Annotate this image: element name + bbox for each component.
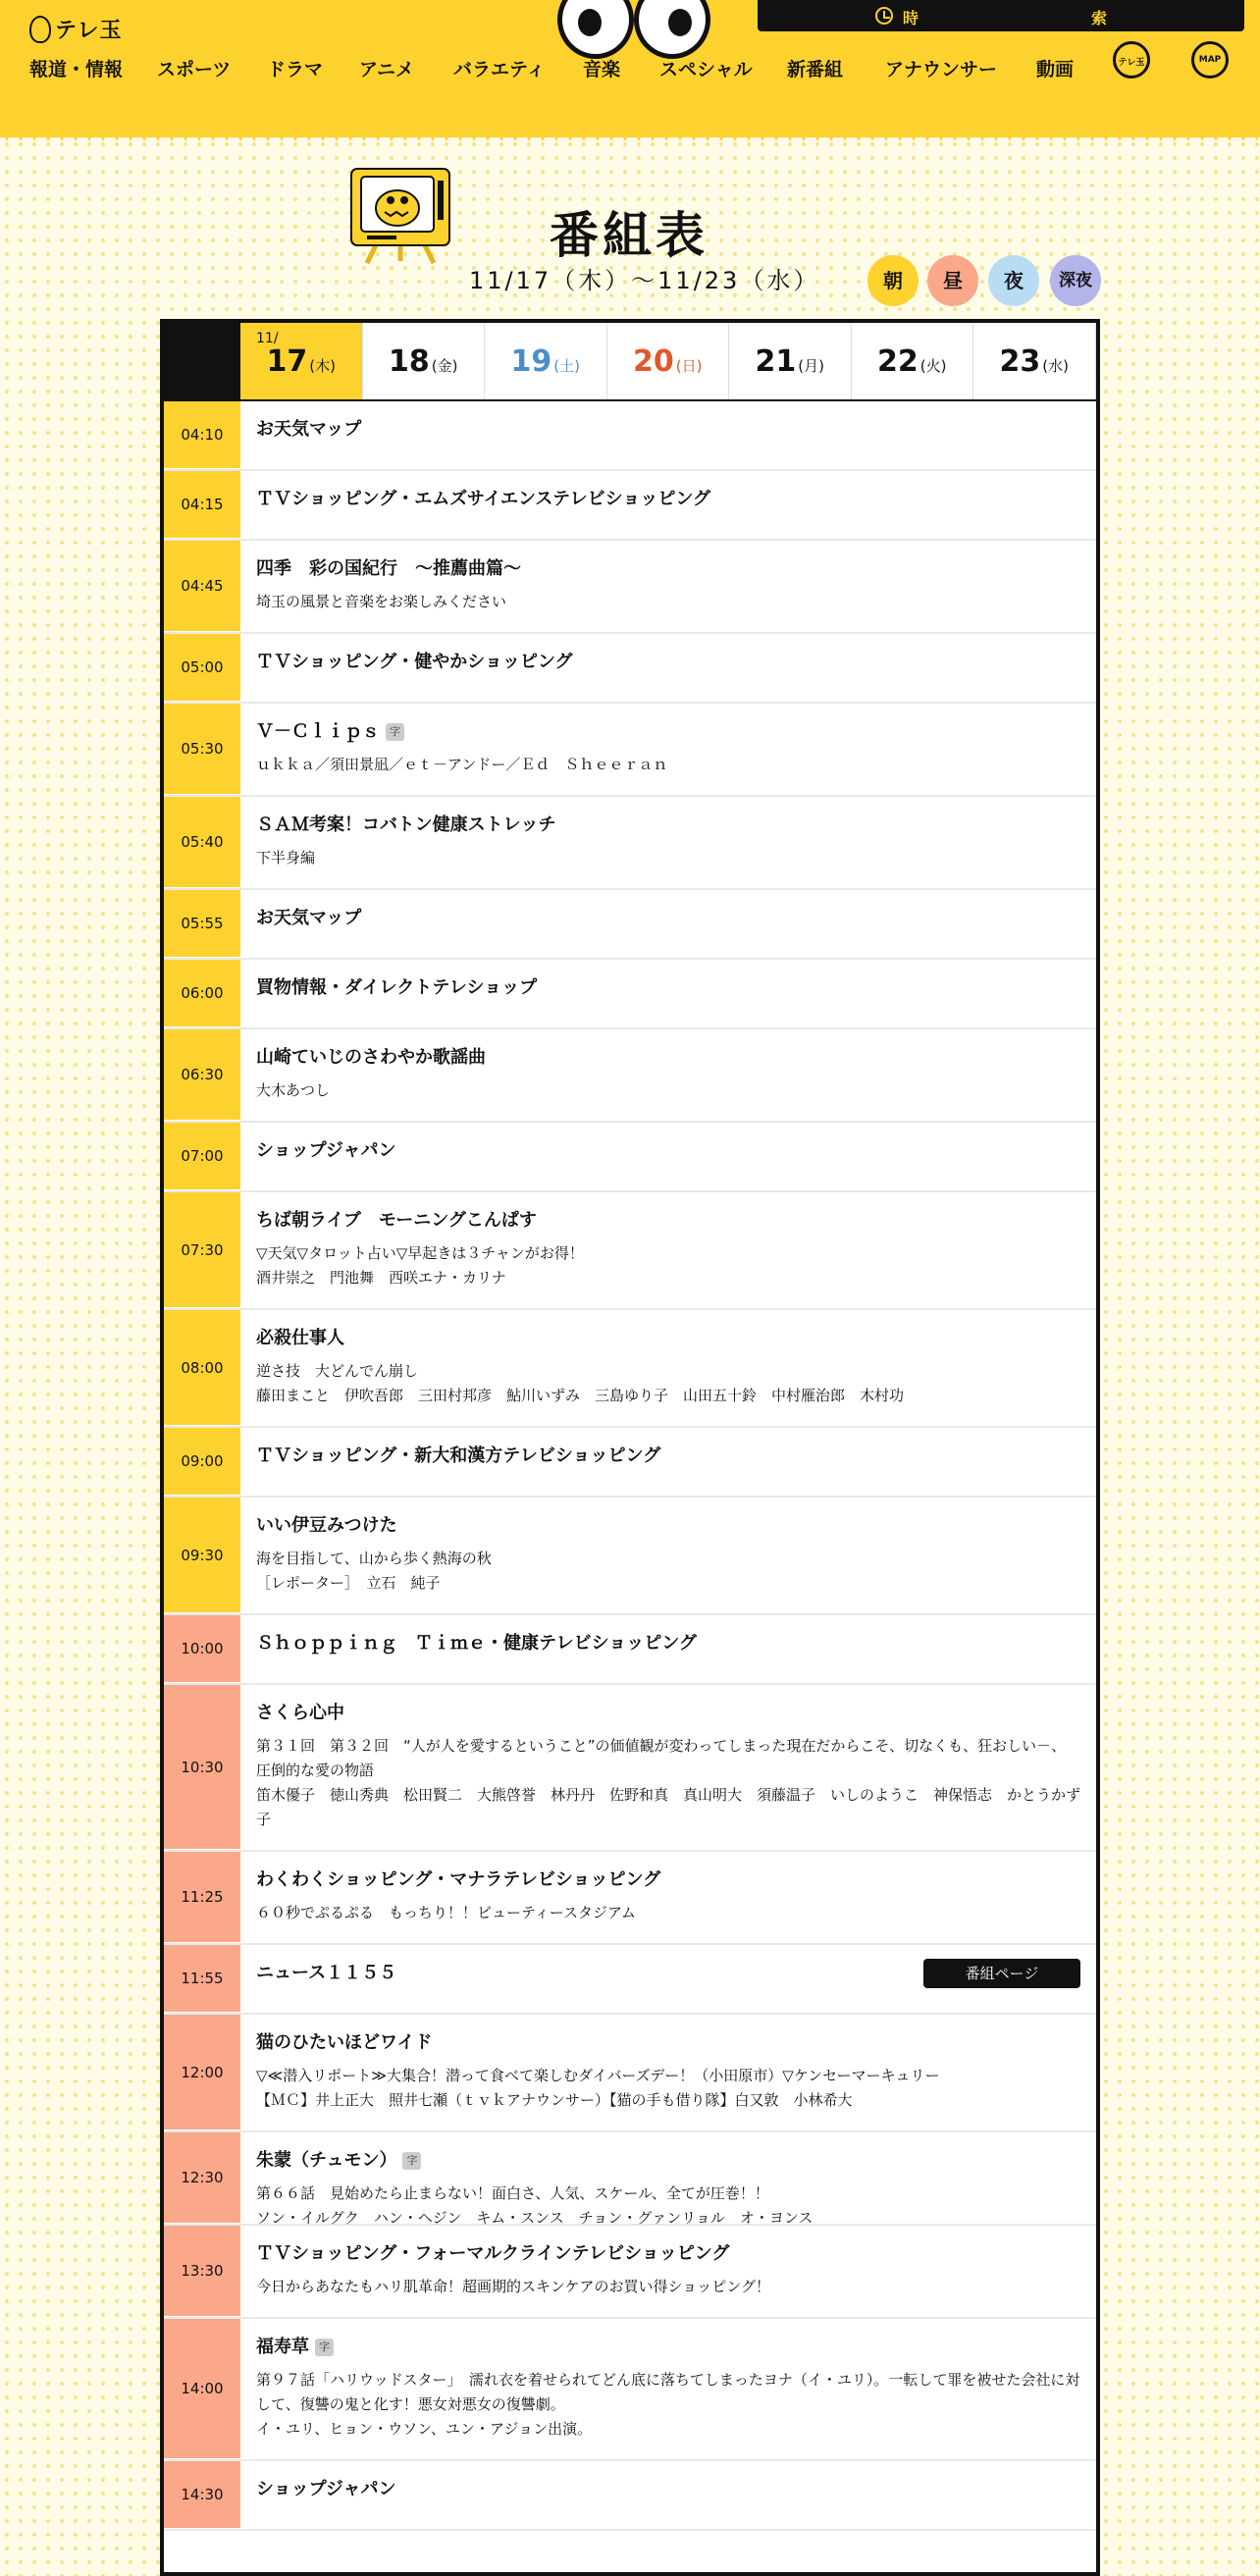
day-tab-21[interactable]: [729, 323, 852, 399]
program-title[interactable]: [256, 2241, 1080, 2267]
program-title-text: 福寿草: [256, 2337, 309, 2357]
program-title-text: お天気マップ: [256, 908, 362, 928]
program-title-text: 猫のひたいほどワイド: [256, 2032, 433, 2053]
program-title-text: さくら心中: [256, 1703, 344, 1723]
program-title-text: ＴＶショッピング・エムズサイエンステレビショッピング: [256, 489, 710, 509]
program-description: 第９７話「ハリウッドスター」 濡れ衣を着せられてどん底に落ちてしまったヨナ（イ・ユリ）。一転して罪を被せた会社に対して、復讐の鬼と化す！悪女対悪女の復讐劇。 イ・ユリ、ヒョン・ウソン、ユン・アジョン出演。: [256, 2371, 1080, 2438]
program-title[interactable]: [256, 719, 1080, 745]
program-time: 05:55: [164, 890, 240, 958]
day-header: [164, 323, 1096, 401]
program-title[interactable]: [256, 2477, 1080, 2502]
program-row[interactable]: [164, 960, 1096, 1029]
program-time: 07:30: [164, 1192, 240, 1308]
program-time: 10:00: [164, 1615, 240, 1683]
egg-mascot-icon: [29, 16, 51, 43]
program-time: 09:30: [164, 1498, 240, 1613]
program-description: 埼玉の風景と音楽をお楽しみください: [256, 593, 507, 610]
program-title-text: ＳＡＭ考案！コバトン健康ストレッチ: [256, 815, 556, 835]
program-row[interactable]: [164, 2319, 1096, 2461]
program-time: 11:55: [164, 1945, 240, 2013]
program-title-text: 朱蒙（チュモン）: [256, 2150, 397, 2171]
program-row[interactable]: [164, 1428, 1096, 1498]
time-of-day-button-0[interactable]: 朝: [867, 255, 919, 306]
program-time: 06:00: [164, 960, 240, 1027]
program-row[interactable]: [164, 1029, 1096, 1123]
program-time: 04:15: [164, 471, 240, 539]
program-description: 今日からあなたもハリ肌革命！超画期的スキンケアのお買い得ショッピング！: [256, 2278, 770, 2295]
nav-item-6[interactable]: スペシャル: [659, 59, 753, 80]
day-tab-18[interactable]: [363, 323, 486, 399]
site-header: [0, 0, 1260, 137]
program-time: 05:40: [164, 797, 240, 888]
program-page-button[interactable]: 番組ページ: [923, 1959, 1080, 1988]
day-number: 19: [510, 344, 552, 379]
program-title-text: ショップジャパン: [256, 2479, 396, 2499]
program-title[interactable]: [256, 975, 1080, 1001]
program-title-text: いい伊豆みつけた: [256, 1515, 397, 1536]
program-description: ｕｋｋａ／須田景凪／ｅｔ－アンドー／Ｅｄ Ｓｈｅｅｒａｎ: [256, 756, 668, 773]
program-title[interactable]: [256, 2335, 1080, 2360]
program-title-text: わくわくショッピング・マナラテレビショッピング: [256, 1869, 661, 1890]
header-corner: [164, 323, 240, 399]
day-tab-23[interactable]: [973, 323, 1096, 399]
program-description: ６０秒でぷるぷる もっちり！！ビューティースタジアム: [256, 1904, 637, 1921]
day-weekday: (木): [309, 357, 336, 375]
program-row[interactable]: [164, 1498, 1096, 1615]
header-zigzag-edge: [0, 126, 1260, 149]
program-time: 10:30: [164, 1685, 240, 1850]
time-of-day-button-3[interactable]: 深夜: [1050, 255, 1101, 306]
program-row[interactable]: [164, 541, 1096, 634]
program-row[interactable]: [164, 1685, 1096, 1852]
program-time: 05:30: [164, 704, 240, 795]
program-title[interactable]: [256, 1701, 1080, 1726]
program-title[interactable]: [256, 1208, 1080, 1234]
teletama-app-icon[interactable]: テレ玉: [1113, 41, 1150, 79]
program-row[interactable]: [164, 890, 1096, 960]
program-title-text: Ｓｈｏｐｐｉｎｇ Ｔｉｍｅ・健康テレビショッピング: [256, 1633, 697, 1654]
nav-item-2[interactable]: ドラマ: [267, 59, 324, 80]
date-range: 11/17（木）〜11/23（水）: [469, 267, 820, 294]
schedule-table: [160, 319, 1100, 2576]
program-time: 11:25: [164, 1852, 240, 1943]
program-time: 06:30: [164, 1029, 240, 1121]
program-title-text: ショップジャパン: [256, 1140, 396, 1161]
program-time: 04:45: [164, 541, 240, 632]
program-time: 14:30: [164, 2461, 240, 2529]
day-weekday: (日): [675, 357, 703, 375]
day-weekday: (火): [919, 357, 947, 375]
program-row[interactable]: [164, 2132, 1096, 2226]
program-row[interactable]: [164, 704, 1096, 797]
program-time: 13:30: [164, 2226, 240, 2317]
program-row[interactable]: [164, 1852, 1096, 1945]
nav-item-1[interactable]: スポーツ: [157, 59, 232, 80]
site-logo[interactable]: テレ玉: [29, 14, 123, 44]
program-description: 第３１回 第３２回 “人が人を愛するということ”の価値観が変わってしまった現在だからこそ、切なくも、狂おしい－、圧倒的な愛の物語 笛木優子 徳山秀典 松田賢二 大熊啓誉 林丹丹 佐野和真 真山明大 須藤温子 いしのようこ 神保悟志 かとうかず子: [256, 1737, 1081, 1828]
day-tab-17[interactable]: [240, 323, 363, 399]
program-title-text: お天気マップ: [256, 419, 362, 440]
program-title[interactable]: [256, 1867, 1080, 1893]
program-time: 04:10: [164, 401, 240, 469]
program-time: 14:00: [164, 2319, 240, 2459]
program-title-text: ＴＶショッピング・新大和漢方テレビショッピング: [256, 1446, 661, 1466]
program-title[interactable]: [256, 556, 1080, 582]
subtitle-badge: 字: [386, 723, 404, 741]
program-time: 09:00: [164, 1428, 240, 1496]
program-row[interactable]: [164, 797, 1096, 890]
program-title[interactable]: [256, 2148, 1080, 2174]
program-row[interactable]: [164, 634, 1096, 704]
program-description: 逆さ技 大どんでん崩し 藤田まこと 伊吹吾郎 三田村邦彦 鮎川いずみ 三島ゆり子 山田五十鈴 中村雁治郎 木村功: [256, 1362, 905, 1404]
day-tab-19[interactable]: [485, 323, 607, 399]
program-row[interactable]: [164, 2461, 1096, 2531]
program-title[interactable]: [256, 2030, 1080, 2056]
program-title[interactable]: [256, 1138, 1080, 1164]
subtitle-badge: 字: [402, 2152, 421, 2170]
day-weekday: (水): [1042, 357, 1069, 375]
program-description: ▽≪潜入リポート≫大集合！潜って食べて楽しむダイバーズデー！（小田原市）▽ケンセーマーキュリー 【ＭＣ】井上正大 照井七瀬（ｔｖｋアナウンサー）【猫の手も借り隊】白又敦 小林希大: [256, 2067, 940, 2109]
program-title-text: 四季 彩の国紀行 ～推薦曲篇～: [256, 558, 521, 579]
nav-item-9[interactable]: 動画: [1036, 59, 1075, 80]
subtitle-badge: 字: [315, 2339, 334, 2356]
program-title[interactable]: [256, 1631, 1080, 1656]
program-row[interactable]: [164, 401, 1096, 471]
day-number: 18: [389, 344, 430, 379]
map-icon[interactable]: MAP: [1191, 41, 1229, 79]
day-tab-22[interactable]: [852, 323, 974, 399]
time-search-bar[interactable]: 時 索: [758, 0, 1244, 31]
program-description: 下半身編: [256, 849, 316, 867]
program-title-text: ちば朝ライブ モーニングこんぱす: [256, 1210, 537, 1231]
program-title[interactable]: [256, 813, 1080, 838]
program-title-text: 必殺仕事人: [256, 1328, 344, 1348]
page-title: 番組表: [550, 207, 709, 264]
program-title-text: ＴＶショッピング・フォーマルクラインテレビショッピング: [256, 2243, 730, 2264]
program-title[interactable]: [256, 906, 1080, 931]
program-title-text: 山崎ていじのさわやか歌謡曲: [256, 1047, 486, 1068]
program-row[interactable]: [164, 471, 1096, 541]
program-title[interactable]: [256, 1513, 1080, 1539]
program-time: 12:30: [164, 2132, 240, 2224]
program-description: 海を目指して、山から歩く熱海の秋 ［レポーター］ 立石 純子: [256, 1550, 492, 1592]
program-row[interactable]: [164, 1192, 1096, 1310]
program-title[interactable]: [256, 487, 1080, 512]
program-row[interactable]: [164, 2015, 1096, 2132]
program-row[interactable]: [164, 1945, 1096, 2015]
main-nav: [0, 55, 1260, 84]
program-description: 第６６話 見始めたら止まらない！面白さ、人気、スケール、全てが圧巻！！ ソン・イルグク ハン・ヘジン キム・スンス チョン・グァンリョル オ・ヨンス: [256, 2184, 814, 2227]
day-number: 21: [755, 344, 797, 379]
tv-mascot-icon: [347, 167, 453, 265]
program-time: 05:00: [164, 634, 240, 702]
program-title-text: ニュース１１５５: [256, 1963, 397, 1983]
day-weekday: (月): [798, 357, 824, 375]
program-time: 12:00: [164, 2015, 240, 2130]
program-time: 08:00: [164, 1310, 240, 1426]
nav-item-4[interactable]: バラエティ: [453, 59, 546, 80]
program-row[interactable]: [164, 1123, 1096, 1192]
program-title-text: Ｖ－Ｃｌｉｐｓ: [256, 721, 380, 742]
nav-item-3[interactable]: アニメ: [359, 59, 415, 80]
program-description: 大木あつし: [256, 1081, 331, 1099]
day-number: 22: [877, 344, 919, 379]
program-time: 07:00: [164, 1123, 240, 1190]
day-number: 17: [266, 344, 308, 379]
program-title[interactable]: [256, 1326, 1080, 1351]
day-number: 20: [633, 344, 674, 379]
day-month: 11/: [256, 331, 279, 346]
nav-item-8[interactable]: アナウンサー: [885, 59, 998, 80]
day-weekday: (金): [431, 357, 458, 375]
program-row[interactable]: [164, 1310, 1096, 1428]
nav-item-0[interactable]: 報道・情報: [29, 59, 124, 80]
day-weekday: (土): [553, 357, 580, 375]
program-title-text: ＴＶショッピング・健やかショッピング: [256, 652, 573, 672]
program-description: ▽天気▽タロット占い▽早起きは３チャンがお得！ 酒井崇之 門池舞 西咲エナ・カリナ: [256, 1244, 584, 1287]
program-title[interactable]: [256, 1444, 1080, 1469]
nav-item-5[interactable]: 音楽: [583, 59, 621, 80]
program-title[interactable]: [256, 417, 1080, 443]
program-title[interactable]: [256, 1045, 1080, 1071]
day-tab-20[interactable]: [607, 323, 730, 399]
time-of-day-button-2[interactable]: 夜: [988, 255, 1039, 306]
program-title[interactable]: [256, 650, 1080, 675]
day-number: 23: [999, 344, 1041, 379]
program-row[interactable]: [164, 1615, 1096, 1685]
nav-item-7[interactable]: 新番組: [787, 59, 844, 80]
clock-icon: [875, 7, 893, 25]
program-row[interactable]: [164, 2226, 1096, 2319]
time-of-day-button-1[interactable]: 昼: [927, 255, 978, 306]
program-title-text: 買物情報・ダイレクトテレショップ: [256, 977, 538, 998]
